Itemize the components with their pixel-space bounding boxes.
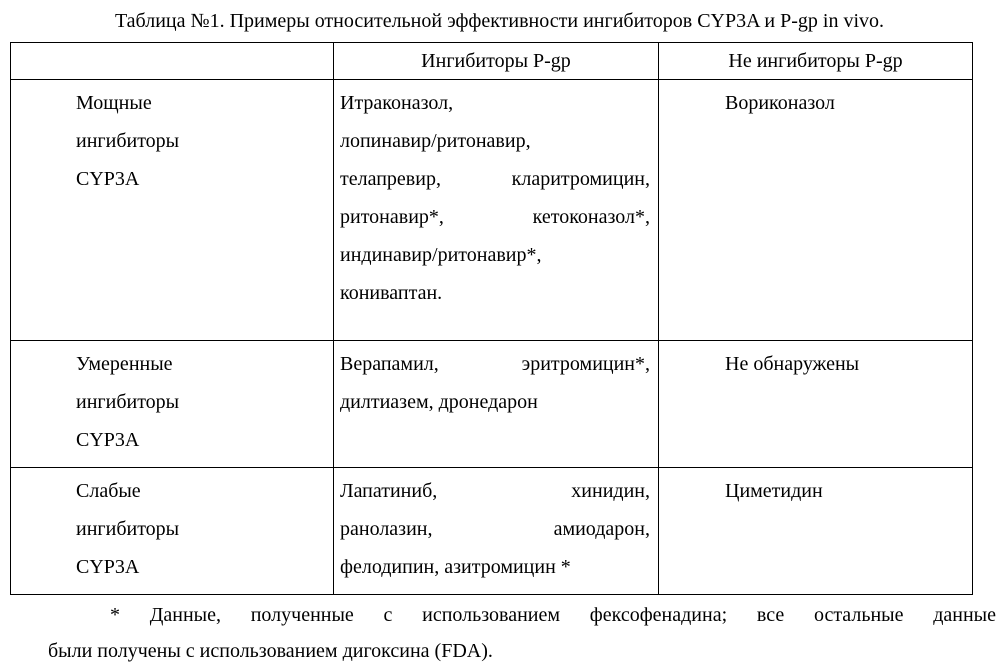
cell-non-pgp-weak xyxy=(659,468,973,595)
table-header-row xyxy=(11,43,973,80)
table-caption: Таблица №1. Примеры относительной эффективности ингибиторов CYP3A и P-gp in vivo. xyxy=(114,10,885,32)
cell-pgp-moderate xyxy=(334,341,659,468)
row-label-line: CYP3A xyxy=(76,556,140,578)
row-label-moderate xyxy=(11,341,334,468)
drug-line: дилтиазем, дронедарон xyxy=(340,391,538,413)
header-cell-empty xyxy=(11,43,334,80)
row-label-line: ингибиторы xyxy=(76,391,180,413)
inhibitors-table xyxy=(10,42,973,595)
cell-pgp-weak xyxy=(334,468,659,595)
table-footnote xyxy=(48,597,996,669)
footnote-line: * Данные, полученные с использованием фексофенадина; все остальные данные xyxy=(110,604,996,626)
cell-non-pgp-strong xyxy=(659,80,973,341)
drug-line: Итраконазол, xyxy=(340,92,454,114)
row-label-line: CYP3A xyxy=(76,429,140,451)
drug-line: ритонавир*, кетоконазол*, xyxy=(340,206,650,228)
table-row-weak-inhibitors xyxy=(11,468,973,595)
drug-line: фелодипин, азитромицин * xyxy=(340,556,571,578)
table-row-moderate-inhibitors xyxy=(11,341,973,468)
drug-line: Циметидин xyxy=(725,480,823,502)
header-cell-pgp-inhibitors: Ингибиторы P-gp xyxy=(334,43,659,80)
drug-line: Вориконазол xyxy=(725,92,835,114)
drug-line: телапревир, кларитромицин, xyxy=(340,168,650,190)
drug-line: Не обнаружены xyxy=(725,353,860,375)
footnote-line: были получены с использованием дигоксина (FDA). xyxy=(48,640,493,662)
header-cell-non-pgp-inhibitors: Не ингибиторы P-gp xyxy=(659,43,973,80)
row-label-line: ингибиторы xyxy=(76,130,180,152)
row-label-strong xyxy=(11,80,334,341)
drug-line: Лапатиниб, хинидин, xyxy=(340,480,650,502)
table-row-strong-inhibitors xyxy=(11,80,973,341)
row-label-line: Мощные xyxy=(76,92,152,114)
drug-line: лопинавир/ритонавир, xyxy=(340,130,531,152)
row-label-line: Слабые xyxy=(76,480,141,502)
cell-non-pgp-moderate xyxy=(659,341,973,468)
drug-line: Верапамил, эритромицин*, xyxy=(340,353,650,375)
cell-pgp-strong xyxy=(334,80,659,341)
drug-line: ранолазин, амиодарон, xyxy=(340,518,650,540)
row-label-line: ингибиторы xyxy=(76,518,180,540)
row-label-weak xyxy=(11,468,334,595)
row-label-line: Умеренные xyxy=(76,353,173,375)
drug-line: кониваптан. xyxy=(340,282,443,304)
drug-line: индинавир/ритонавир*, xyxy=(340,244,542,266)
row-label-line: CYP3A xyxy=(76,168,140,190)
